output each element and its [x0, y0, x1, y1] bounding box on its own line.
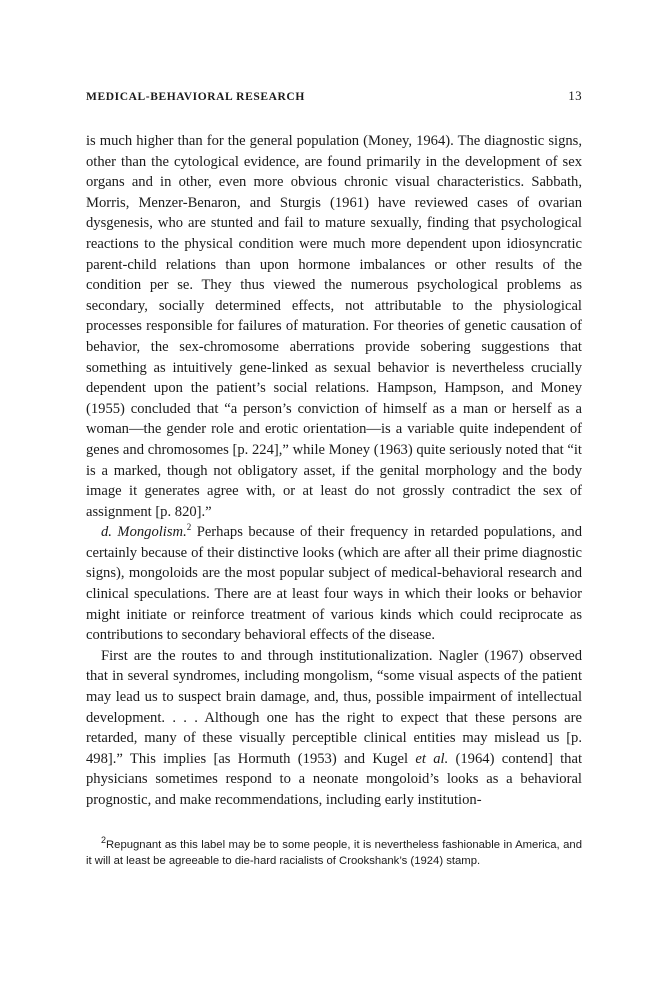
- paragraph-3-text-b: (1964) contend] that physicians sometimes respond to a neonate mongoloid’s looks as a behavioral prognostic, and make recommendations, including early institution-: [86, 750, 582, 808]
- running-head: [86, 88, 582, 110]
- footnote-marker: 2: [101, 834, 107, 845]
- et-al-italic: et al.: [415, 750, 449, 767]
- footnote: [86, 834, 582, 870]
- body-text: [86, 131, 582, 811]
- footnote-text: Repugnant as this label may be to some people, it is nevertheless fashionable in America, and it will at least be agreeable to die-hard racialists of Crookshank’s (1924) stamp.: [86, 838, 582, 867]
- section-heading-mongolism: d. Mongolism.: [101, 524, 187, 541]
- running-head-title: MEDICAL-BEHAVIORAL RESEARCH: [86, 91, 305, 103]
- paragraph-2-text: Perhaps because of their frequency in retarded populations, and certainly because of their distinctive looks (which are after all their prime diagnostic signs), mongoloids are the most popular subject of medical-behavioral research and clinical speculations. There are at least four ways in which their looks or behavior might initiate or reinforce treatment of various kinds which could reciprocate as contributions to secondary behavioral effects of the disease.: [86, 524, 582, 644]
- paragraph-1-text: is much higher than for the general population (Money, 1964). The diagnostic signs, other than the cytological evidence, are found primarily in the development of sex organs and in other, even more obvious chronic visual characteristics. Sabbath, Morris, Menzer-Benaron, and Sturgis (1961) have reviewed cases of ovarian dysgenesis, who are stunted and fail to mature sexually, finding that psychological reactions to the physical condition were much more dependent upon idiosyncratic parent-child relations than upon hormone imbalances or other results of the condition per se. They thus viewed the numerous psychological problems as secondary, socially determined effects, not attributable to the physiological processes responsible for failures of maturation. For theories of genetic causation of behavior, the sex-chromosome aberrations provide sobering suggestions that something as intuitively gene-linked as sexual behavior is nevertheless crucially dependent upon the patient’s social relations. Hampson, Hampson, and Money (1955) concluded that “a person’s conviction of himself as a man or herself as a woman—the gender role and erotic orientation—is a variable quite independent of genes and chromosomes [p. 224],” while Money (1963) quite seriously noted that “it is a marked, though not obligatory asset, if the genital morphology and the body image it generates agree with, or at least do not grossly contradict the sex of assignment [p. 820].”: [86, 133, 582, 520]
- paragraph-1: [86, 131, 582, 522]
- paragraph-2: [86, 522, 582, 646]
- paragraph-3-text-a: First are the routes to and through institutionalization. Nagler (1967) observed that in several syndromes, including mongolism, “some visual aspects of the patient may lead us to suspect brain damage, and, thus, possible impairment of intellectual development. . . . Although one has the right to expect that these persons are retarded, many of these visually perceptible clinical entities may mislead us [p. 498].” This implies [as Hormuth (1953) and Kugel: [86, 647, 582, 767]
- page: [86, 88, 582, 869]
- paragraph-3: [86, 646, 582, 811]
- page-number: 13: [568, 88, 582, 103]
- footnote-ref-2: 2: [186, 522, 192, 533]
